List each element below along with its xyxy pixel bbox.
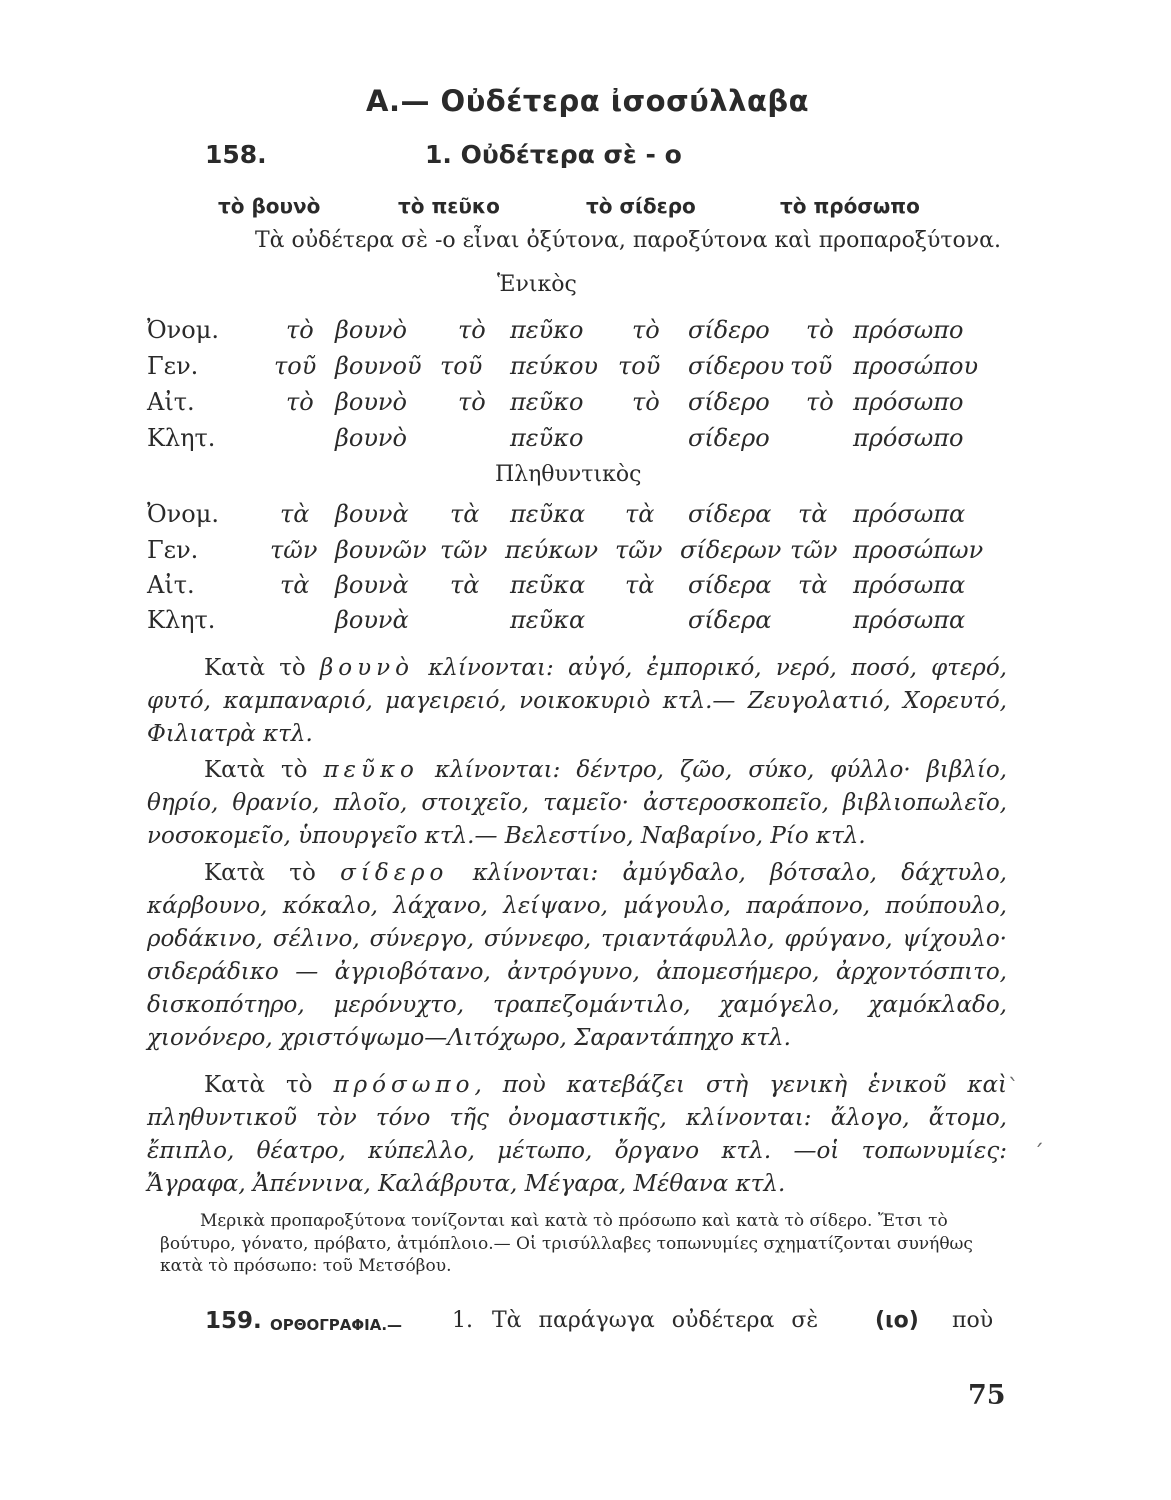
noun-form: πεῦκα	[510, 571, 586, 599]
noun-form: προσώπων	[853, 536, 984, 564]
next-section-text: Τὰ παράγωγα οὐδέτερα σὲ	[492, 1308, 819, 1333]
model-word: πρόσωπο	[333, 1072, 475, 1098]
noun-form: πεῦκα	[510, 606, 586, 634]
noun-form: βουνὸ	[335, 424, 407, 452]
noun-form: βουνὰ	[335, 571, 409, 599]
noun-form: πεῦκο	[510, 388, 584, 416]
article: τῶν	[440, 536, 488, 564]
noun-form: πρόσωπα	[853, 606, 966, 634]
noun-form: πεῦκο	[510, 316, 584, 344]
noun-form: σίδερα	[688, 571, 772, 599]
plural-caption: Πληθυντικὸς	[495, 462, 642, 487]
article: τὰ	[625, 500, 655, 528]
noun-form: σίδερα	[688, 500, 772, 528]
noun-form: πεύκου	[510, 352, 599, 380]
noun-form: πρόσωπο	[853, 388, 964, 416]
paragraph-prosopo	[147, 1069, 1007, 1201]
noun-form: βουνοῦ	[335, 352, 422, 380]
article: τῶν	[790, 536, 838, 564]
singular-caption: Ἑνικὸς	[497, 272, 577, 297]
para-lead: Κατὰ τὸ	[204, 655, 320, 681]
example-noun: τὸ βουνὸ	[218, 194, 321, 218]
paragraph-sidero	[147, 857, 1007, 1055]
article: τὸ	[458, 316, 486, 344]
para-text: κλίνονται: δέντρο, ζῶο, σύκο, φύλλο· βιβλίο, θηρίο, θρανίο, πλοῖο, στοιχεῖο, ταμεῖο· ἀστεροσκοπεῖο, βιβλιοπωλεῖο, νοσοκομεῖο, ὑπουργεῖο κτλ.— Βελεστίνο, Ναβαρίνο, Ρίο κτλ.	[147, 757, 1007, 849]
para-lead: Κατὰ τὸ	[204, 757, 324, 783]
next-section-sub: 1.	[452, 1308, 473, 1333]
article: τὸ	[806, 388, 834, 416]
article: τοῦ	[274, 352, 317, 380]
page-number: 75	[968, 1380, 1006, 1411]
article: τὸ	[286, 388, 314, 416]
article: τοῦ	[440, 352, 483, 380]
noun-form: πρόσωπο	[853, 316, 964, 344]
article: τὸ	[632, 316, 660, 344]
article: τῶν	[615, 536, 663, 564]
model-word: πεῦκο	[323, 757, 419, 783]
noun-form: προσώπου	[853, 352, 979, 380]
example-noun: τὸ πρόσωπο	[780, 194, 920, 218]
next-section-label: ΟΡΘΟΓΡΑΦΙΑ.—	[270, 1316, 403, 1334]
noun-form: σίδερων	[680, 536, 782, 564]
case-label: Κλητ.	[147, 424, 216, 452]
page-title: Α.— Οὐδέτερα ἰσοσύλλαβα	[366, 84, 810, 118]
example-noun: τὸ σίδερο	[586, 194, 696, 218]
case-label: Γεν.	[147, 536, 199, 564]
note-text: Μερικὰ προπαροξύτονα τονίζονται καὶ κατὰ τὸ πρόσωπο καὶ κατὰ τὸ σίδερο. Ἔτσι τὸ βούτυρο, γόνατο, πρόβατο, ἀτμόπλοιο.— Οἱ τρισύλλαβες τοπωνυμίες σχηματίζονται συνήθως κατὰ τὸ πρόσωπο: τοῦ Μετσόβου.	[160, 1211, 973, 1276]
noun-form: σίδερο	[688, 424, 770, 452]
model-word: βουνὸ	[320, 655, 414, 681]
noun-form: βουνὰ	[335, 500, 409, 528]
noun-form: σίδερου	[688, 352, 785, 380]
case-label: Κλητ.	[147, 606, 216, 634]
para-lead: Κατὰ τὸ	[204, 860, 341, 886]
noun-form: βουνὸ	[335, 316, 407, 344]
example-noun: τὸ πεῦκο	[398, 194, 500, 218]
section-number: 158.	[205, 140, 267, 169]
case-label: Ὀνομ.	[147, 316, 219, 344]
para-text: κλίνονται: αὐγό, ἐμπορικό, νερό, ποσό, φτερό, φυτό, καμπαναριό, μαγειρειό, νοικοκυριὸ κτλ.— Ζευγολατιό, Χορευτό, Φιλιατρὰ κτλ.	[147, 655, 1007, 747]
para-text: κλίνονται: ἀμύγδαλο, βότσαλο, δάχτυλο, κάρβουνο, κόκαλο, λάχανο, λείψανο, μάγουλο, παράπονο, πούπουλο, ροδάκινο, σέλινο, σύνεργο, σύννεφο, τριαντάφυλλο, φρύγανο, ψίχουλο· σιδεράδικο — ἀγριοβότανο, ἀντρόγυνο, ἀπομεσήμερο, ἀρχοντόσπιτο, δισκοπότηρο, μερόνυχτο, τραπεζομάντιλο, χαμόγελο, χαμόκλαδο, χιονόνερο, χριστόψωμο—Λιτόχωρο, Σαραντάπηχο κτλ.	[147, 860, 1007, 1051]
noun-form: πρόσωπα	[853, 571, 966, 599]
article: τὰ	[798, 500, 828, 528]
article: τὸ	[458, 388, 486, 416]
noun-form: βουνὸ	[335, 388, 407, 416]
article: τὰ	[280, 571, 310, 599]
para-text: , ποὺ κατεβάζει στὴ γενικὴ ἑνικοῦ καὶ πληθυντικοῦ τὸν τόνο τῆς ὀνομαστικῆς, κλίνονται: ἄλογο, ἄτομο, ἔπιπλο, θέατρο, κύπελλο, μέτωπο, ὄργανο κτλ. —οἱ τοπωνυμίες: Ἄγραφα, Ἀπέννινα, Καλάβρυτα, Μέγαρα, Μέθανα κτλ.	[147, 1072, 1008, 1197]
article: τὸ	[632, 388, 660, 416]
case-label: Αἰτ.	[147, 388, 195, 416]
case-label: Ὀνομ.	[147, 500, 219, 528]
noun-form: βουνῶν	[335, 536, 427, 564]
noun-form: πεύκων	[505, 536, 599, 564]
article: τὰ	[625, 571, 655, 599]
article: τοῦ	[618, 352, 661, 380]
case-label: Αἰτ.	[147, 571, 195, 599]
print-mark: ˋ	[1008, 1076, 1019, 1101]
paragraph-pefko	[147, 754, 1007, 853]
section-subtitle: 1. Οὐδέτερα σὲ - ο	[425, 140, 682, 169]
article: τοῦ	[790, 352, 833, 380]
small-note	[160, 1210, 1005, 1278]
noun-form: πεῦκο	[510, 424, 584, 452]
noun-form: πρόσωπο	[853, 424, 964, 452]
next-section-tail: ποὺ	[952, 1308, 994, 1333]
paragraph-vouno	[147, 652, 1007, 751]
para-lead: Κατὰ τὸ	[204, 1072, 334, 1098]
noun-form: σίδερα	[688, 606, 772, 634]
model-word: σίδερο	[340, 860, 449, 886]
article: τὸ	[806, 316, 834, 344]
article: τὸ	[286, 316, 314, 344]
intro-text: Τὰ οὐδέτερα σὲ -ο εἶναι ὀξύτονα, παροξύτονα καὶ προπαροξύτονα.	[255, 228, 1001, 253]
article: τὰ	[798, 571, 828, 599]
next-section-bold: (ιο)	[875, 1308, 919, 1333]
noun-form: πρόσωπα	[853, 500, 966, 528]
case-label: Γεν.	[147, 352, 199, 380]
article: τὰ	[450, 571, 480, 599]
print-mark: ˊ	[1033, 1142, 1044, 1167]
article: τῶν	[270, 536, 318, 564]
next-section-number: 159.	[205, 1308, 262, 1334]
noun-form: βουνὰ	[335, 606, 409, 634]
noun-form: σίδερο	[688, 388, 770, 416]
noun-form: σίδερο	[688, 316, 770, 344]
article: τὰ	[280, 500, 310, 528]
article: τὰ	[450, 500, 480, 528]
noun-form: πεῦκα	[510, 500, 586, 528]
